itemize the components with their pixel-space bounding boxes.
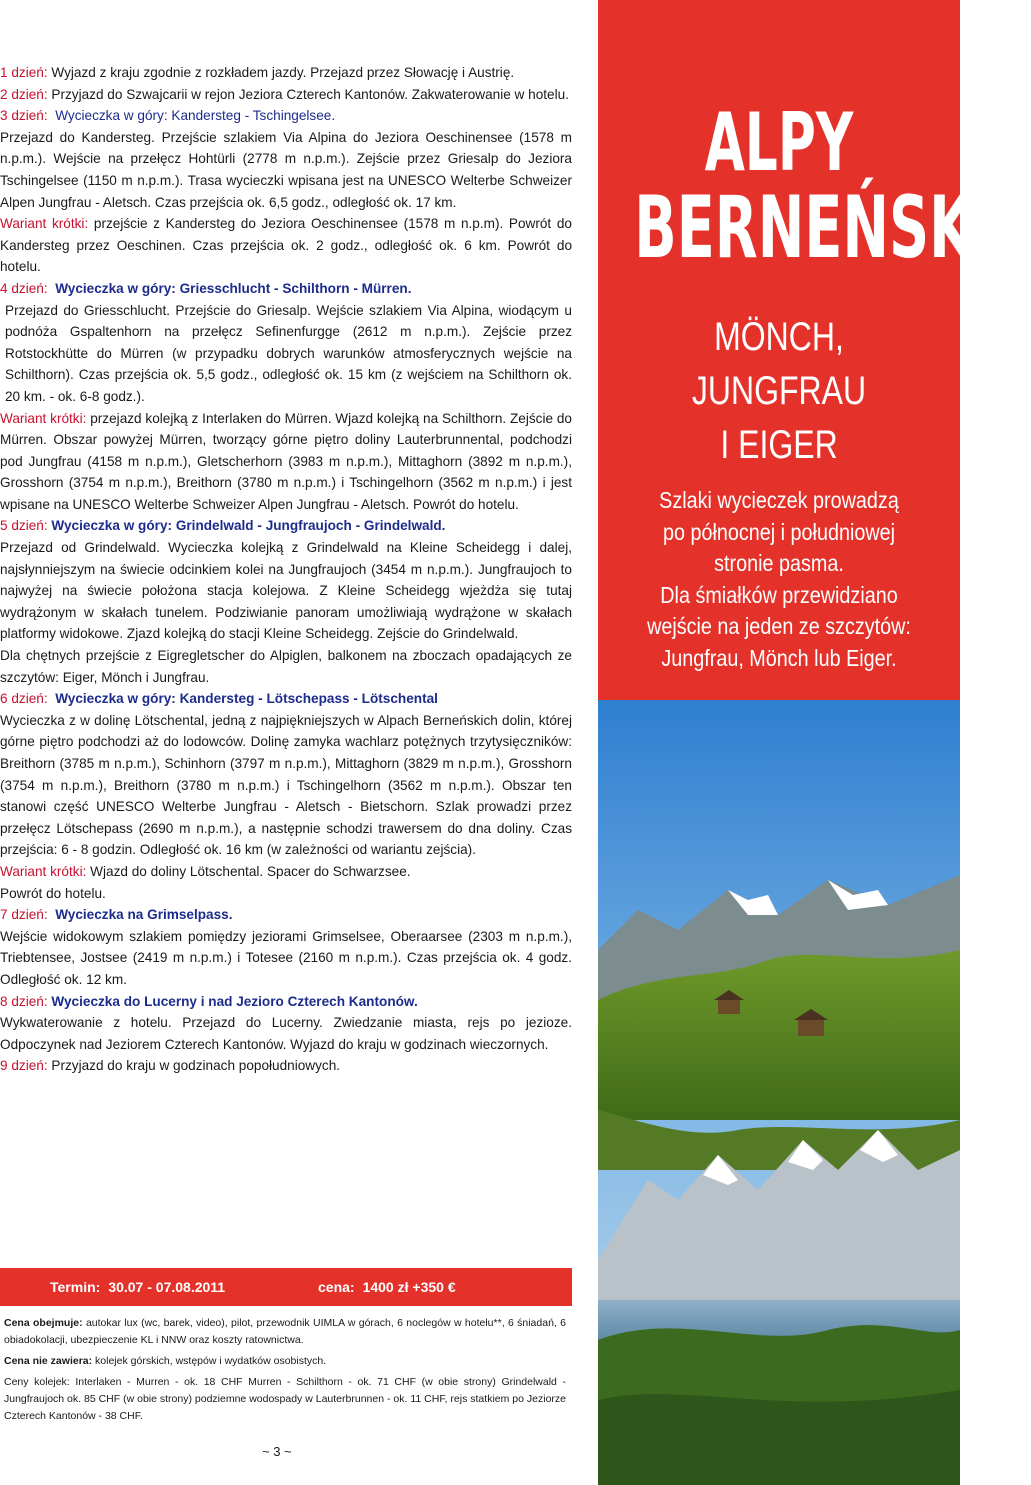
desc-line: po północnej i południowej — [662, 518, 896, 545]
day-title: Wycieczka do Lucerny i nad Jezioro Czterech Kantonów. — [51, 993, 418, 1009]
day-7-text: Wejście widokowym szlakiem pomiędzy jeziorami Grimselsee, Oberaarsee (2303 m n.p.m.), Triebtensee, Jostsee (2419 m n.p.m.) i Totesee (2160 m n.p.m.). Czas przejścia ok. 4 godz. Odległość ok. 12 km. — [0, 928, 572, 987]
term-price-bar — [0, 1268, 572, 1306]
variant-label: Wariant krótki: — [0, 216, 89, 232]
chalet-icon — [718, 1000, 740, 1014]
day-5-extra: Dla chętnych przejście z Eigregletscher do Alpiglen, balkonem na zboczach opadających ze szczytów: Eiger, Mönch i Jungfrau. — [0, 648, 572, 685]
day-title: Wycieczka w góry: Kandersteg - Lötschepass - Lötschental — [55, 691, 438, 707]
day-4-text: Przejazd do Griesschlucht. Przejście do Griesalp. Wejście szlakiem Via Alpina, wiodącym u podnóża Gspaltenhorn na przełęcz Sefinenfurgge (2612 m n.p.m.). Zejście przez Rotstockhütte do Mürren (w przypadku dobrych warunków atmosferycznych wejście na Schilthorn). Czas przejścia ok. 5,5 godz., odległość ok. 15 km (z wejściem na Schilthorn ok. 20 km. - ok. 6-8 godz.). — [5, 302, 572, 404]
day-title: Wycieczka w góry: Kandersteg - Tschingelsee. — [55, 108, 336, 124]
day-text: Przyjazd do kraju w godzinach popołudniowych. — [47, 1058, 341, 1074]
day-1 — [0, 62, 572, 84]
variant-text: przejazd kolejką z Interlaken do Mürren. Wjazd kolejką na Schilthorn. Zejście do Mürren. Obszar powyżej Mürren, tworzący górne piętro doliny Lauterbrunnental, podchodzi pod Jungfrau (4158 m n.p.m.), Gletscherhorn (3983 m n.p.m.), Mittaghorn (3892 m n.p.m.), Grosshorn (3754 m n.p.m.), Breithorn (3780 m n.p.m.) i Tschingelhorn (3562 m n.p.m.) i jest wpisane na UNESCO Welterbe Schweizer Alpen Jungfrau - Aletsch. Powrót do hotelu. — [0, 410, 572, 512]
title-line-2: BERNEŃSKIE — [634, 178, 1031, 278]
desc-line: Szlaki wycieczek prowadzą — [659, 487, 899, 513]
railways: Ceny kolejek: Interlaken - Murren - ok. 18 CHF Murren - Schilthorn - ok. 71 CHF (w obie strony) Grindelwald - Jungfraujoch ok. 85 CHF (w obie strony) podziemne wodospady w Lauterbrunnen - ok. 11 CHF, rejs statkiem po Jeziorze Czterech Kantonów - 38 CHF. — [4, 1376, 566, 1422]
peak-line: JUNGFRAU — [691, 369, 867, 413]
price-notes — [4, 1315, 566, 1429]
day-9 — [0, 1055, 572, 1077]
variant-label: Wariant krótki: — [0, 410, 87, 426]
excludes-label: Cena nie zawiera: — [4, 1355, 93, 1367]
sidebar-description — [598, 485, 960, 674]
itinerary — [0, 62, 572, 1077]
day-title: Wycieczka w góry: Grindelwald - Jungfraujoch - Grindelwald. — [51, 518, 446, 534]
day-label: 8 dzień: — [0, 993, 48, 1009]
excludes-text: kolejek górskich, wstępów i wydatków osobistych. — [92, 1355, 327, 1367]
desc-line: Jungfrau, Mönch lub Eiger. — [661, 644, 897, 671]
day-label: 4 dzień: — [0, 280, 48, 296]
day-label: 6 dzień: — [0, 691, 48, 707]
peaks-heading — [598, 310, 960, 472]
variant-text: Wjazd do doliny Lötschental. Spacer do Schwarzsee. — [86, 863, 411, 879]
day-label: 7 dzień: — [0, 907, 48, 923]
peak-line: MÖNCH, — [714, 315, 844, 359]
price — [318, 1279, 456, 1295]
day-6-variant — [0, 861, 572, 883]
day-3-heading — [0, 105, 572, 127]
day-label: 9 dzień: — [0, 1058, 48, 1074]
peak-line: I EIGER — [720, 423, 838, 467]
includes-label: Cena obejmuje: — [4, 1317, 83, 1329]
price-label: cena: — [318, 1279, 355, 1295]
day-text: Przyjazd do Szwajcarii w rejon Jeziora Czterech Kantonów. Zakwaterowanie w hotelu. — [47, 86, 569, 102]
day-6-heading — [0, 688, 572, 710]
day-label: 5 dzień: — [0, 518, 48, 534]
variant-text: przejście z Kandersteg do Jeziora Oeschinensee (1578 m n.p.m). Powrót do Kandersteg przez Oeschinen. Czas przejścia ok. 2 godz., odległość ok. 6 km. Powrót do hotelu. — [0, 216, 572, 275]
day-7-heading — [0, 904, 572, 926]
page-number: ~ 3 ~ — [262, 1444, 292, 1459]
sidebar — [598, 0, 1031, 1485]
desc-line: stronie pasma. — [714, 550, 844, 576]
day-label: 1 dzień: — [0, 65, 48, 80]
includes — [4, 1315, 566, 1349]
day-5-text: Przejazd od Grindelwald. Wycieczka kolejką z Grindelwald na Kleine Scheidegg i dalej, najsłynniejszym na świecie odcinkiem kolei na Jungfraujoch (3454 m n.p.m.). Jungfraujoch to najwyżej na świecie położona stacja kolejowa. Z Kleine Scheidegg wjeżdża się tutaj wydrążonym w skałach tunelem. Podziwianie panoram umożliwiają wydrążone w skałach platformy widokowe. Zjazd kolejką do stacji Kleine Scheidegg. Zejście do Grindelwald. — [0, 540, 572, 642]
day-label: 2 dzień: — [0, 86, 48, 102]
day-3-variant — [0, 213, 572, 278]
day-5-heading — [0, 515, 572, 537]
term-label: Termin: — [50, 1279, 101, 1295]
term — [50, 1279, 225, 1295]
desc-line: wejście na jeden ze szczytów: — [647, 613, 911, 639]
day-4-heading — [0, 278, 572, 300]
excludes — [4, 1353, 566, 1370]
day-6-text: Wycieczka z w dolinę Lötschental, jedną z najpiękniejszych w Alpach Berneńskich dolin, której górne piętro podchodzi aż do lodowców. Dolinę zamyka wachlarz potężnych trzytysięczników: Breithorn (3785 m n.p.m.), Schinhorn (3797 m n.p.m.), Mittaghorn (3829 m n.p.m.), Grosshorn (3754 m n.p.m.), Breithorn (3780 m n.p.m.) i Tschingelhorn (3562 m n.p.m.). Obszar ten stanowi część UNESCO Welterbe Jungfrau - Aletsch - Bietschorn. Szlak prowadzi przez przełęcz Lötschepass (2690 m n.p.m.), a następnie schodzi trawersem do dna doliny. Czas przejścia: 6 - 8 godzin. Odległość ok. 16 km (w zależności od wariantu zejścia). — [0, 712, 572, 858]
alpine-landscape-photo — [598, 700, 960, 1485]
term-value: 30.07 - 07.08.2011 — [108, 1279, 226, 1295]
day-8-text: Wykwaterowanie z hotelu. Przejazd do Lucerny. Zwiedzanie miasta, rejs po jezioze. Odpoczynek nad Jeziorem Czterech Kantonów. Wyjazd do kraju w godzinach wieczornych. — [0, 1015, 572, 1052]
day-title: Wycieczka w góry: Griesschlucht - Schilthorn - Mürren. — [55, 280, 412, 296]
price-value: 1400 zł +350 € — [362, 1279, 456, 1295]
day-2 — [0, 84, 572, 106]
day-8-heading — [0, 991, 572, 1013]
day-label: 3 dzień: — [0, 108, 48, 124]
desc-line: Dla śmiałków przewidziano — [660, 581, 898, 608]
day-text: Wyjazd z kraju zgodnie z rozkładem jazdy. Przejazd przez Słowację i Austrię. — [47, 65, 515, 80]
variant-label: Wariant krótki: — [0, 863, 87, 879]
day-3-text: Przejazd do Kandersteg. Przejście szlakiem Via Alpina do Jeziora Oeschinensee (1578 m n.p.m.). Wejście na przełęcz Hohtürli (2778 m n.p.m.). Zejście przez Griesalp do Jeziora Tschingelsee (1150 m n.p.m.). Trasa wycieczki wpisana jest na UNESCO Welterbe Schweizer Alpen Jungfrau - Aletsch. Czas przejścia ok. 6,5 godz., odległość ok. 17 km. — [0, 129, 572, 210]
day-6-return: Powrót do hotelu. — [0, 885, 106, 901]
day-4-variant — [0, 408, 572, 516]
day-title: Wycieczka na Grimselpass. — [55, 907, 233, 923]
includes-text: autokar lux (wc, barek, video), pilot, przewodnik UIMLA w górach, 6 noclegów w hotelu**, 6 śniadań, 6 obiadokolacji, ubezpieczenie KL i NNW oraz koszty ratownictwa. — [4, 1317, 566, 1346]
title-line-1: ALPY — [704, 96, 854, 189]
